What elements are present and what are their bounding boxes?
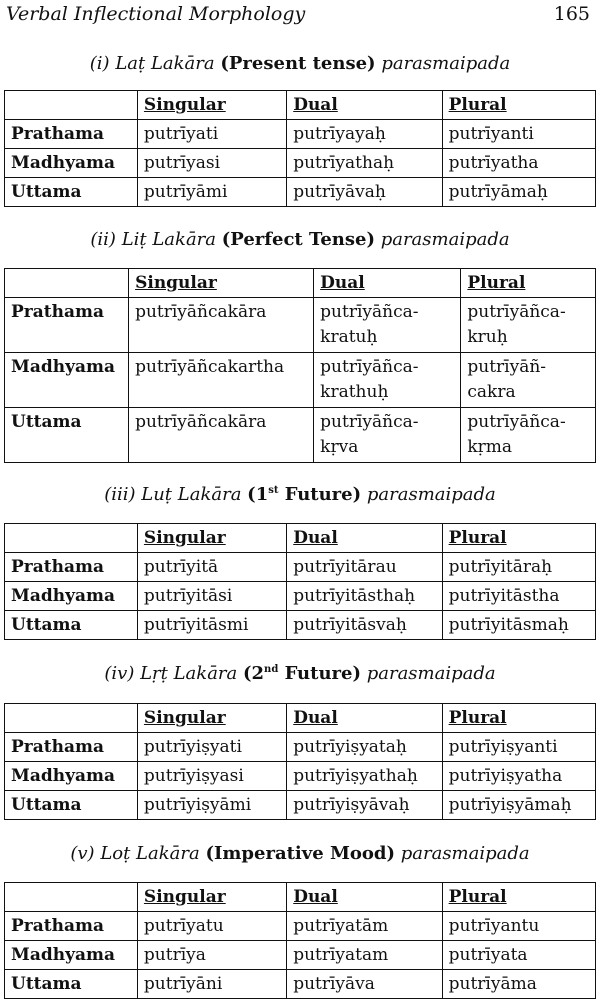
conjugation-table-present	[4, 90, 596, 207]
table-row	[5, 791, 596, 820]
person-label: Uttama	[5, 408, 129, 463]
page-number: 165	[553, 3, 590, 25]
column-header: Dual	[314, 269, 461, 298]
column-header: Singular	[137, 91, 286, 120]
table-cell: putrīya	[137, 941, 286, 970]
table-cell: putrīyāñcakāra	[129, 408, 314, 463]
table-row	[5, 941, 596, 970]
person-label: Prathama	[5, 553, 138, 582]
person-label: Uttama	[5, 611, 138, 640]
table-cell: putrīyantu	[442, 912, 595, 941]
table-row	[5, 149, 596, 178]
column-header: Dual	[287, 91, 442, 120]
table-cell: putrīyāmi	[137, 178, 286, 207]
table-row	[5, 408, 596, 463]
section-title-imperative: (v) Loṭ Lakāra (Imperative Mood) parasmaipada	[70, 843, 530, 864]
table-cell: putrīyati	[137, 120, 286, 149]
table-row	[5, 298, 596, 353]
person-label: Madhyama	[5, 941, 138, 970]
table-cell: putrīyāñ- cakra	[461, 353, 596, 408]
table-cell: putrīyatu	[137, 912, 286, 941]
section-title-second-future: (iv) Lṛṭ Lakāra (2nd Future) parasmaipada	[104, 663, 496, 684]
table-row	[5, 178, 596, 207]
table-header-row	[5, 269, 596, 298]
table-cell: putrīyāni	[137, 970, 286, 999]
table-cell: putrīyatam	[287, 941, 442, 970]
table-row	[5, 611, 596, 640]
person-label: Prathama	[5, 120, 138, 149]
table-header-row	[5, 704, 596, 733]
table-cell: putrīyitāsthaḥ	[287, 582, 442, 611]
table-cell: putrīyiṣyataḥ	[287, 733, 442, 762]
page-header	[6, 0, 590, 28]
table-header-row	[5, 883, 596, 912]
table-cell: putrīyitāsmi	[137, 611, 286, 640]
table-cell: putrīyāñca- kṛva	[314, 408, 461, 463]
column-header: Dual	[287, 524, 442, 553]
table-row	[5, 582, 596, 611]
table-cell: putrīyāñca- kṛma	[461, 408, 596, 463]
table-cell: putrīyāñca- kruḥ	[461, 298, 596, 353]
table-cell: putrīyāva	[287, 970, 442, 999]
table-cell: putrīyāñcakartha	[129, 353, 314, 408]
table-cell: putrīyiṣyāvaḥ	[287, 791, 442, 820]
table-cell: putrīyiṣyathaḥ	[287, 762, 442, 791]
table-cell: putrīyiṣyatha	[442, 762, 595, 791]
table-cell: putrīyiṣyāmaḥ	[442, 791, 595, 820]
person-label: Prathama	[5, 733, 138, 762]
section-title-perfect: (ii) Liṭ Lakāra (Perfect Tense) parasmaipada	[90, 229, 510, 250]
person-label: Madhyama	[5, 582, 138, 611]
table-cell: putrīyitāraḥ	[442, 553, 595, 582]
table-cell: putrīyata	[442, 941, 595, 970]
conjugation-table-first-future	[4, 523, 596, 640]
table-cell: putrīyāñca- krathuḥ	[314, 353, 461, 408]
column-header: Plural	[442, 524, 595, 553]
table-row	[5, 733, 596, 762]
table-row	[5, 353, 596, 408]
table-cell: putrīyitāstha	[442, 582, 595, 611]
column-header: Singular	[137, 524, 286, 553]
column-header: Plural	[442, 91, 595, 120]
table-cell: putrīyiṣyanti	[442, 733, 595, 762]
column-header: Dual	[287, 704, 442, 733]
column-header: Singular	[137, 704, 286, 733]
person-label: Uttama	[5, 791, 138, 820]
table-cell: putrīyasi	[137, 149, 286, 178]
table-cell: putrīyāmaḥ	[442, 178, 595, 207]
column-header: Plural	[442, 704, 595, 733]
table-cell: putrīyiṣyati	[137, 733, 286, 762]
table-row	[5, 912, 596, 941]
table-cell: putrīyitārau	[287, 553, 442, 582]
table-cell: putrīyitāsi	[137, 582, 286, 611]
section-title-first-future: (iii) Luṭ Lakāra (1st Future) parasmaipada	[104, 484, 496, 505]
conjugation-table-imperative	[4, 882, 596, 999]
table-cell: putrīyanti	[442, 120, 595, 149]
table-row	[5, 970, 596, 999]
person-label: Prathama	[5, 298, 129, 353]
person-label: Madhyama	[5, 762, 138, 791]
table-cell: putrīyitā	[137, 553, 286, 582]
column-header: Singular	[129, 269, 314, 298]
column-header: Plural	[461, 269, 596, 298]
table-cell: putrīyatām	[287, 912, 442, 941]
table-cell: putrīyathaḥ	[287, 149, 442, 178]
person-label: Madhyama	[5, 149, 138, 178]
table-row	[5, 120, 596, 149]
person-label: Uttama	[5, 178, 138, 207]
section-title-present: (i) Laṭ Lakāra (Present tense) parasmaipada	[89, 53, 511, 74]
table-cell: putrīyayaḥ	[287, 120, 442, 149]
table-cell: putrīyatha	[442, 149, 595, 178]
table-cell: putrīyāma	[442, 970, 595, 999]
table-cell: putrīyiṣyasi	[137, 762, 286, 791]
running-title: Verbal Inflectional Morphology	[6, 3, 306, 25]
column-header: Plural	[442, 883, 595, 912]
table-cell: putrīyiṣyāmi	[137, 791, 286, 820]
table-header-row	[5, 91, 596, 120]
column-header: Singular	[137, 883, 286, 912]
table-cell: putrīyāvaḥ	[287, 178, 442, 207]
table-row	[5, 762, 596, 791]
table-cell: putrīyitāsmaḥ	[442, 611, 595, 640]
table-cell: putrīyāñca- kratuḥ	[314, 298, 461, 353]
table-row	[5, 553, 596, 582]
person-label: Prathama	[5, 912, 138, 941]
table-header-row	[5, 524, 596, 553]
conjugation-table-second-future	[4, 703, 596, 820]
conjugation-table-perfect	[4, 268, 596, 463]
table-cell: putrīyitāsvaḥ	[287, 611, 442, 640]
column-header: Dual	[287, 883, 442, 912]
table-cell: putrīyāñcakāra	[129, 298, 314, 353]
person-label: Madhyama	[5, 353, 129, 408]
person-label: Uttama	[5, 970, 138, 999]
